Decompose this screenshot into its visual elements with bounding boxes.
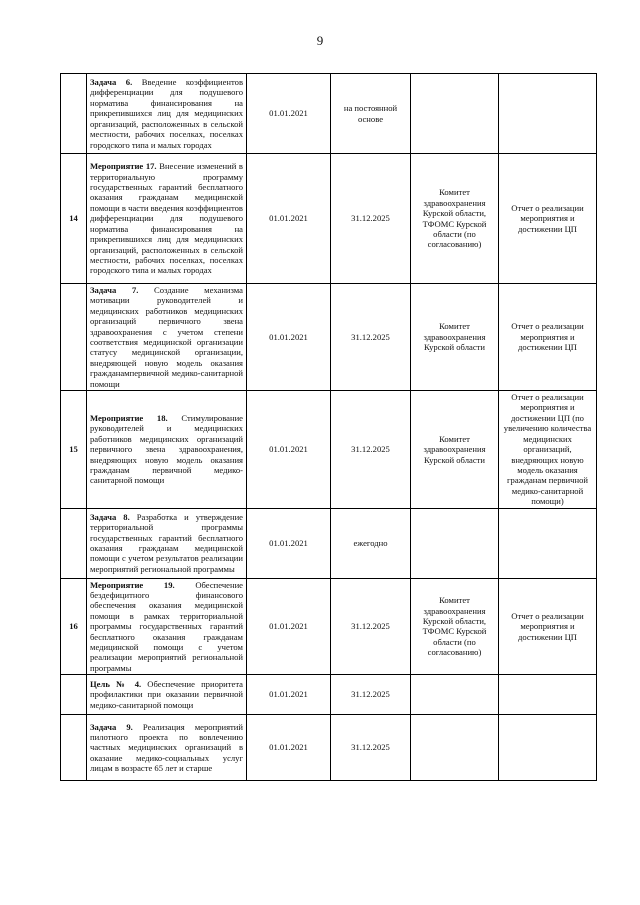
row-start-date: 01.01.2021 bbox=[247, 578, 331, 675]
row-text: Введение коэффициентов дифференциации для подушевого норматива финансирования на прикрепившихся лиц для медицинских организаций, расположенных в сельской местности, рабочих поселках, поселках городского типа и малых городах bbox=[90, 77, 243, 150]
row-start-date: 01.01.2021 bbox=[247, 74, 331, 154]
row-number bbox=[61, 284, 87, 391]
row-description bbox=[87, 74, 247, 154]
row-description bbox=[87, 508, 247, 578]
table-row bbox=[61, 284, 597, 391]
row-label: Задача 9. bbox=[90, 721, 133, 732]
row-description bbox=[87, 675, 247, 715]
row-responsible: Комитет здравоохранения Курской области bbox=[411, 284, 499, 391]
row-end-date: 31.12.2025 bbox=[331, 154, 411, 284]
row-label: Мероприятие 17. bbox=[90, 161, 157, 172]
row-label: Цель № 4. bbox=[90, 679, 142, 690]
row-start-date: 01.01.2021 bbox=[247, 391, 331, 508]
row-end-date: 31.12.2025 bbox=[331, 578, 411, 675]
row-number bbox=[61, 74, 87, 154]
row-responsible: Комитет здравоохранения Курской области, ТФОМС Курской области (по согласованию) bbox=[411, 154, 499, 284]
row-number: 15 bbox=[61, 391, 87, 508]
row-description bbox=[87, 284, 247, 391]
table-row bbox=[61, 154, 597, 284]
row-label: Задача 8. bbox=[90, 511, 130, 522]
row-end-date: на постоянной основе bbox=[331, 74, 411, 154]
row-responsible bbox=[411, 508, 499, 578]
row-result: Отчет о реализации мероприятия и достижении ЦП bbox=[499, 578, 597, 675]
row-number: 14 bbox=[61, 154, 87, 284]
row-responsible bbox=[411, 675, 499, 715]
row-description bbox=[87, 391, 247, 508]
row-text: Обеспечение бездефицитного финансового обеспечения оказания медицинской помощи в рамках территориальной программы государственных гарантий бесплатного оказания гражданам медицинской помощи с учетом реализации мероприятий региональной программы bbox=[90, 579, 243, 673]
row-text: Создание механизма мотивации руководителей и медицинских работников медицинских организаций первичного звена здравоохранения с учетом степени соответствия медицинской организации статусу медицинской организации, внедряющей новую модель оказания гражданампервичной медико-санитарной помощи bbox=[90, 285, 243, 389]
row-result: Отчет о реализации мероприятия и достижении ЦП bbox=[499, 154, 597, 284]
row-text: Разработка и утверждение территориальной программы государственных гарантий бесплатного оказания гражданам медицинской помощи с учетом результатов реализации мероприятий региональной программы bbox=[90, 511, 243, 574]
row-label: Задача 7. bbox=[90, 285, 139, 295]
row-result bbox=[499, 715, 597, 781]
row-end-date: 31.12.2025 bbox=[331, 715, 411, 781]
row-text: Внесение изменений в территориальную программу государственных гарантий бесплатного оказания гражданам медицинской помощи в части введения коэффициентов дифференциации для подушевого норматива финансирования на прикрепившихся лиц для медицинских организаций, расположенных в сельской местности, рабочих поселках, поселках городского типа и малых городах bbox=[90, 161, 243, 276]
row-description bbox=[87, 578, 247, 675]
row-start-date: 01.01.2021 bbox=[247, 508, 331, 578]
row-end-date: 31.12.2025 bbox=[331, 284, 411, 391]
row-start-date: 01.01.2021 bbox=[247, 154, 331, 284]
row-result: Отчет о реализации мероприятия и достижении ЦП (по увеличению количества медицинских организаций, внедряющих новую модель оказания гражданам первичной медико-санитарной помощи) bbox=[499, 391, 597, 508]
row-start-date: 01.01.2021 bbox=[247, 715, 331, 781]
row-result bbox=[499, 675, 597, 715]
row-start-date: 01.01.2021 bbox=[247, 284, 331, 391]
row-responsible bbox=[411, 715, 499, 781]
row-text: Обеспечение приоритета профилактики при оказании первичной медико-санитарной помощи bbox=[90, 679, 244, 710]
row-text: Стимулирование руководителей и медицинских работников медицинских организаций первичного звена здравоохранения, внедряющих новую модель оказания гражданам первичной медико-санитарной помощи bbox=[90, 412, 243, 486]
table-row bbox=[61, 715, 597, 781]
row-label: Мероприятие 18. bbox=[90, 412, 168, 423]
row-result bbox=[499, 508, 597, 578]
row-result bbox=[499, 74, 597, 154]
table-row bbox=[61, 675, 597, 715]
table-row bbox=[61, 74, 597, 154]
row-label: Мероприятие 19. bbox=[90, 579, 175, 590]
row-description bbox=[87, 154, 247, 284]
row-responsible bbox=[411, 74, 499, 154]
activity-table bbox=[60, 73, 597, 781]
row-number bbox=[61, 675, 87, 715]
table-row bbox=[61, 578, 597, 675]
table-row bbox=[61, 508, 597, 578]
page-number: 9 bbox=[316, 33, 324, 48]
row-number bbox=[61, 715, 87, 781]
row-description bbox=[87, 715, 247, 781]
row-text: Реализация мероприятий пилотного проекта по вовлечению частных медицинских организаций в оказание медико-социальных услуг лицам в возрасте 65 лет и старше bbox=[90, 721, 243, 774]
row-end-date: ежегодно bbox=[331, 508, 411, 578]
row-end-date: 31.12.2025 bbox=[331, 675, 411, 715]
row-start-date: 01.01.2021 bbox=[247, 675, 331, 715]
row-responsible: Комитет здравоохранения Курской области, ТФОМС Курской области (по согласованию) bbox=[411, 578, 499, 675]
table-row bbox=[61, 391, 597, 508]
row-responsible: Комитет здравоохранения Курской области bbox=[411, 391, 499, 508]
row-number bbox=[61, 508, 87, 578]
row-number: 16 bbox=[61, 578, 87, 675]
row-label: Задача 6. bbox=[90, 77, 133, 88]
row-end-date: 31.12.2025 bbox=[331, 391, 411, 508]
row-result: Отчет о реализации мероприятия и достижении ЦП bbox=[499, 284, 597, 391]
